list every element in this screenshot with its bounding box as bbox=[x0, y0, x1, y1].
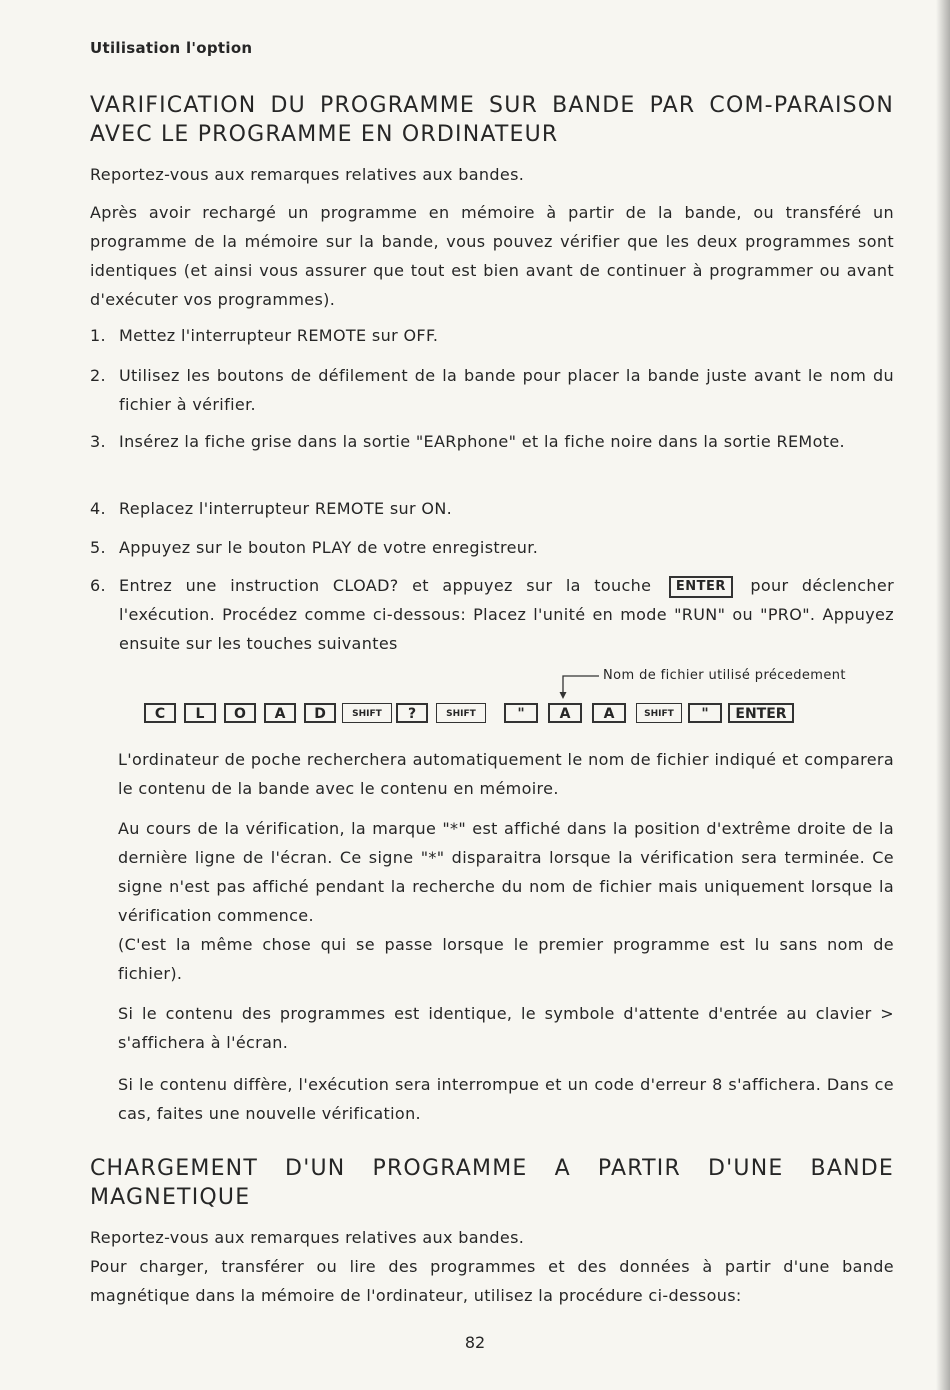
step-number: 1. bbox=[90, 326, 106, 345]
key-d: D bbox=[304, 703, 336, 723]
page-edge-shadow bbox=[936, 0, 950, 1390]
key-quote: " bbox=[688, 703, 722, 723]
annotation-arrow-icon bbox=[557, 671, 605, 701]
step-text bbox=[119, 571, 894, 658]
step-2 bbox=[90, 361, 894, 419]
key-a: A bbox=[592, 703, 626, 723]
running-header: Utilisation l'option bbox=[90, 39, 253, 57]
section-title-verification: VARIFICATION DU PROGRAMME SUR BANDE PAR COM-PARAISON AVEC LE PROGRAMME EN ORDINATEUR bbox=[90, 93, 894, 147]
loading-intro: Reportez-vous aux remarques relatives aux bandes. bbox=[90, 1228, 525, 1247]
identical-result: Si le contenu des programmes est identique, le symbole d'attente d'entrée au clavier > s'affichera à l'écran. bbox=[118, 1004, 894, 1052]
different-result: Si le contenu diffère, l'exécution sera interrompue et un code d'erreur 8 s'affichera. Dans ce cas, faites une nouvelle vérification. bbox=[118, 1075, 894, 1123]
key-quote: " bbox=[504, 703, 538, 723]
enter-keycap: ENTER bbox=[669, 576, 733, 598]
verification-paragraph: Après avoir rechargé un programme en mémoire à partir de la bande, ou transféré un programme de la mémoire sur la bande, vous pouvez vérifier que les deux programmes sont identiques (et ainsi vous assurer que tout est bien avant de continuer à programmer ou avant d'exécuter vos programmes). bbox=[90, 203, 894, 309]
step-1 bbox=[90, 321, 894, 350]
step-text-after: pour déclencher l'exécution. Procédez comme ci-dessous: Placez l'unité en mode "RUN" ou "PRO". Appuyez ensuite sur les touches suivantes bbox=[119, 576, 895, 653]
step-5 bbox=[90, 533, 894, 562]
key-l: L bbox=[184, 703, 216, 723]
step-number: 2. bbox=[90, 366, 106, 385]
step-text: Utilisez les boutons de défilement de la bande pour placer la bande juste avant le nom du fichier à vérifier. bbox=[119, 366, 894, 414]
page-number: 82 bbox=[464, 1333, 486, 1352]
key-shift: SHIFT bbox=[636, 703, 682, 723]
key-sequence bbox=[144, 703, 904, 727]
key-c: C bbox=[144, 703, 176, 723]
key-o: O bbox=[224, 703, 256, 723]
step-number: 4. bbox=[90, 499, 106, 518]
key-shift: SHIFT bbox=[342, 703, 392, 723]
step-number: 3. bbox=[90, 432, 106, 451]
verification-mark-explanation: Au cours de la vérification, la marque "*" est affiché dans la position d'extrême droite de la dernière ligne de l'écran. Ce signe "*" disparaitra lorsque la vérification sera terminée. Ce signe n'est pas affiché pendant la recherche du nom de fichier mais uniquement lorsque la vérification commence. bbox=[118, 819, 894, 925]
step-text: Replacez l'interrupteur REMOTE sur ON. bbox=[119, 499, 453, 518]
intro-text: Reportez-vous aux remarques relatives aux bandes. bbox=[90, 165, 525, 184]
step-text: Appuyez sur le bouton PLAY de votre enregistreur. bbox=[119, 538, 539, 557]
key-enter: ENTER bbox=[728, 703, 794, 723]
key-shift: SHIFT bbox=[436, 703, 486, 723]
key-a: A bbox=[548, 703, 582, 723]
key-a: A bbox=[264, 703, 296, 723]
step-4 bbox=[90, 494, 894, 523]
step-3 bbox=[90, 427, 894, 456]
key-question: ? bbox=[396, 703, 428, 723]
step-text-before: Entrez une instruction CLOAD? et appuyez sur la touche bbox=[119, 576, 652, 595]
step-text: Mettez l'interrupteur REMOTE sur OFF. bbox=[119, 326, 439, 345]
file-name-annotation: Nom de fichier utilisé précedement bbox=[603, 668, 846, 683]
section-title-loading: CHARGEMENT D'UN PROGRAMME A PARTIR D'UNE BANDE MAGNETIQUE bbox=[90, 1156, 894, 1210]
step-text: Insérez la fiche grise dans la sortie "EARphone" et la fiche noire dans la sortie REMote. bbox=[119, 432, 845, 451]
step-6 bbox=[90, 571, 894, 658]
step-number: 5. bbox=[90, 538, 106, 557]
no-file-name-note: (C'est la même chose qui se passe lorsque le premier programme est lu sans nom de fichier). bbox=[118, 935, 894, 983]
loading-paragraph: Pour charger, transférer ou lire des programmes et des données à partir d'une bande magnétique dans la mémoire de l'ordinateur, utilisez la procédure ci-dessous: bbox=[90, 1257, 894, 1305]
step-number: 6. bbox=[90, 576, 106, 595]
search-explanation: L'ordinateur de poche recherchera automatiquement le nom de fichier indiqué et comparera le contenu de la bande avec le contenu en mémoire. bbox=[118, 750, 894, 798]
